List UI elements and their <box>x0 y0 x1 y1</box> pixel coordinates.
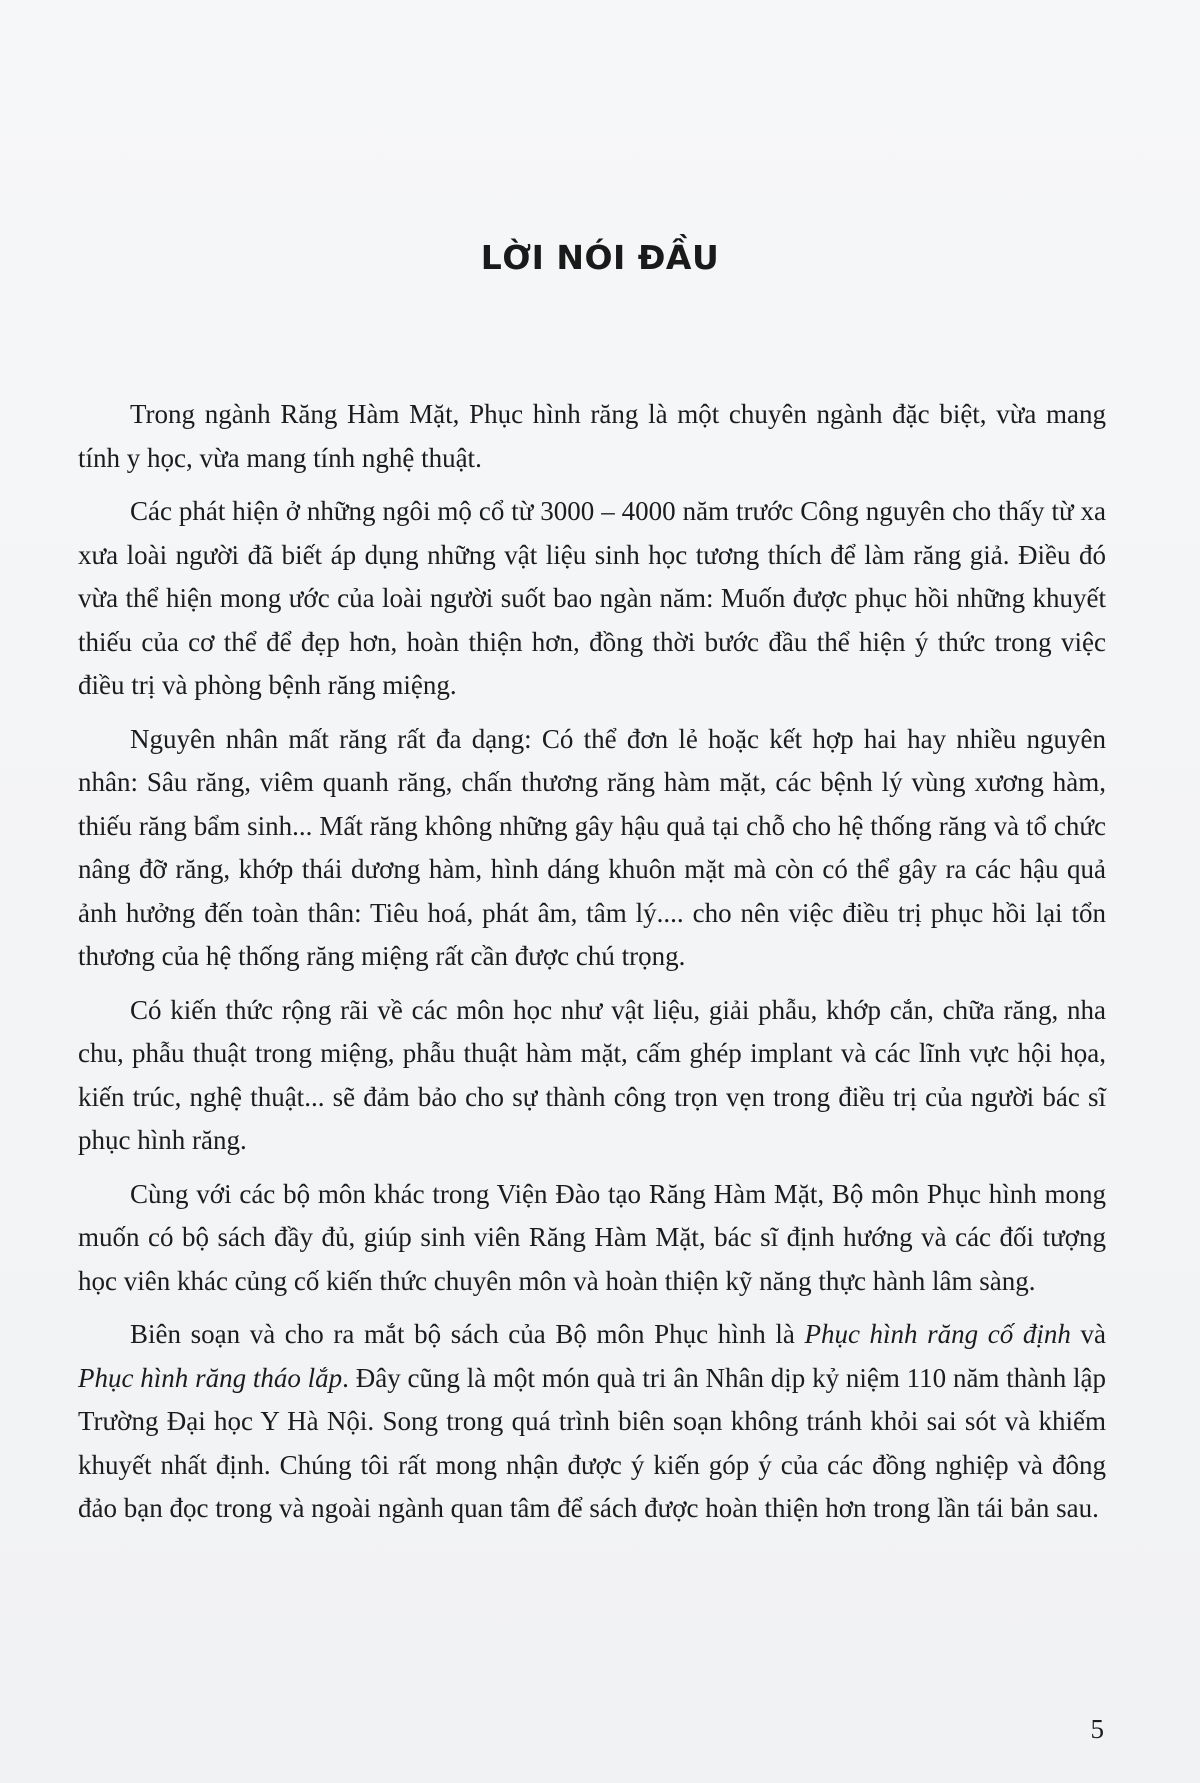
paragraph-1: Trong ngành Răng Hàm Mặt, Phục hình răng là một chuyên ngành đặc biệt, vừa mang tính y học, vừa mang tính nghệ thuật. <box>78 399 1106 473</box>
paragraph-2: Các phát hiện ở những ngôi mộ cổ từ 3000 – 4000 năm trước Công nguyên cho thấy từ xa xưa loài người đã biết áp dụng những vật liệu sinh học tương thích để làm răng giả. Điều đó vừa thể hiện mong ước của loài người suốt bao ngàn năm: Muốn được phục hồi những khuyết thiếu của cơ thể để đẹp hơn, hoàn thiện hơn, đồng thời bước đầu thể hiện ý thức trong việc điều trị và phòng bệnh răng miệng. <box>78 496 1106 700</box>
paragraph-6-text-a: Biên soạn và cho ra mắt bộ sách của Bộ môn Phục hình là <box>130 1319 805 1349</box>
preface-body <box>78 393 1106 1541</box>
book-title-removable-prosthodontics: Phục hình răng tháo lắp <box>78 1362 343 1393</box>
paragraph-5: Cùng với các bộ môn khác trong Viện Đào tạo Răng Hàm Mặt, Bộ môn Phục hình mong muốn có bộ sách đầy đủ, giúp sinh viên Răng Hàm Mặt, bác sĩ định hướng và các đối tượng học viên khác củng cố kiến thức chuyên môn và hoàn thiện kỹ năng thực hành lâm sàng. <box>78 1178 1106 1296</box>
paragraph-6-text-c: . Đây cũng là một món quà tri ân Nhân dịp kỷ niệm 110 năm thành lập Trường Đại học Y Hà Nội. Song trong quá trình biên soạn không tránh khỏi sai sót và khiếm khuyết nhất định. Chúng tôi rất mong nhận được ý kiến góp ý của các đồng nghiệp và đông đảo bạn đọc trong và ngoài ngành quan tâm để sách được hoàn thiện hơn trong lần tái bản sau. <box>78 1362 1106 1523</box>
paragraph-6-text-b: và <box>1070 1319 1107 1349</box>
page-number: 5 <box>1090 1714 1104 1744</box>
paragraph-4: Có kiến thức rộng rãi về các môn học như vật liệu, giải phẫu, khớp cắn, chữa răng, nha chu, phẫu thuật trong miệng, phẫu thuật hàm mặt, cấm ghép implant và các lĩnh vực hội họa, kiến trúc, nghệ thuật... sẽ đảm bảo cho sự thành công trọn vẹn trong điều trị của người bác sĩ phục hình răng. <box>78 994 1106 1155</box>
page-title: LỜI NÓI ĐẦU <box>480 238 720 277</box>
paragraph-3: Nguyên nhân mất răng rất đa dạng: Có thể đơn lẻ hoặc kết hợp hai hay nhiều nguyên nhân: Sâu răng, viêm quanh răng, chấn thương răng hàm mặt, các bệnh lý vùng xương hàm, thiếu răng bẩm sinh... Mất răng không những gây hậu quả tại chỗ cho hệ thống răng và tổ chức nâng đỡ răng, khớp thái dương hàm, hình dáng khuôn mặt mà còn có thể gây ra các hậu quả ảnh hưởng đến toàn thân: Tiêu hoá, phát âm, tâm lý.... cho nên việc điều trị phục hồi lại tổn thương của hệ thống răng miệng rất cần được chú trọng. <box>78 723 1106 971</box>
book-title-fixed-prosthodontics: Phục hình răng cố định <box>804 1319 1071 1349</box>
paragraph-6 <box>78 1313 1106 1531</box>
